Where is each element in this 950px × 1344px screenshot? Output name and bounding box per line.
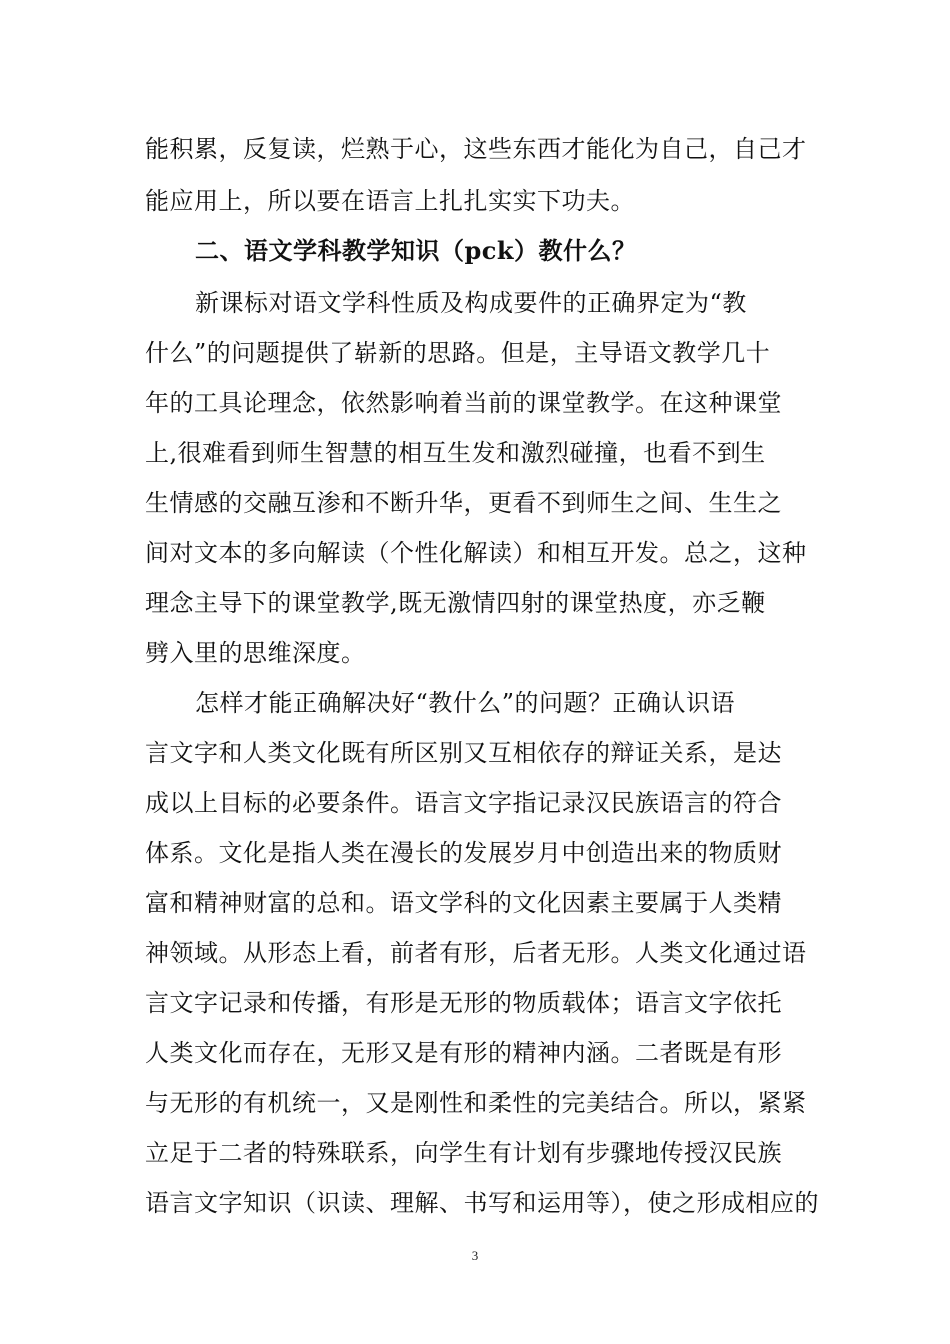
text-line-12: 怎样才能正确解决好“教什么”的问题？正确认识语 <box>195 689 736 717</box>
text-line-11: 劈入里的思维深度。 <box>145 639 366 667</box>
page-number: 3 <box>471 1248 479 1263</box>
text-line-18: 言文字记录和传播，有形是无形的物质载体；语言文字依托 <box>145 989 782 1017</box>
text-line-1: 能积累，反复读，烂熟于心，这些东西才能化为自己，自己才 <box>145 135 807 163</box>
text-line-20: 与无形的有机统一，又是刚性和柔性的完美结合。所以，紧紧 <box>145 1089 807 1117</box>
text-line-6: 年的工具论理念，依然影响着当前的课堂教学。在这种课堂 <box>145 389 782 417</box>
section-heading: 二、语文学科教学知识（pck）教什么？ <box>195 236 637 265</box>
text-line-7: 上,很难看到师生智慧的相互生发和激烈碰撞，也看不到生 <box>145 439 766 467</box>
text-line-4: 新课标对语文学科性质及构成要件的正确界定为“教 <box>195 289 747 317</box>
text-line-21: 立足于二者的特殊联系，向学生有计划有步骤地传授汉民族 <box>145 1139 782 1167</box>
text-line-16: 富和精神财富的总和。语文学科的文化因素主要属于人类精 <box>145 889 782 917</box>
text-line-13: 言文字和人类文化既有所区别又互相依存的辩证关系，是达 <box>145 739 782 767</box>
text-line-22: 语言文字知识（识读、理解、书写和运用等），使之形成相应的 <box>145 1189 819 1217</box>
text-line-17: 神领域。从形态上看，前者有形，后者无形。人类文化通过语 <box>145 939 807 967</box>
text-line-15: 体系。文化是指人类在漫长的发展岁月中创造出来的物质财 <box>145 839 782 867</box>
text-line-9: 间对文本的多向解读（个性化解读）和相互开发。总之，这种 <box>145 539 807 567</box>
text-line-10: 理念主导下的课堂教学,既无激情四射的课堂热度，亦乏鞭 <box>145 589 766 617</box>
text-line-19: 人类文化而存在，无形又是有形的精神内涵。二者既是有形 <box>145 1039 782 1067</box>
text-line-8: 生情感的交融互渗和不断升华，更看不到师生之间、生生之 <box>145 489 782 517</box>
text-line-5: 什么”的问题提供了崭新的思路。但是，主导语文教学几十 <box>145 339 771 367</box>
text-line-14: 成以上目标的必要条件。语言文字指记录汉民族语言的符合 <box>145 789 782 817</box>
text-line-2: 能应用上，所以要在语言上扎扎实实下功夫。 <box>145 187 635 215</box>
